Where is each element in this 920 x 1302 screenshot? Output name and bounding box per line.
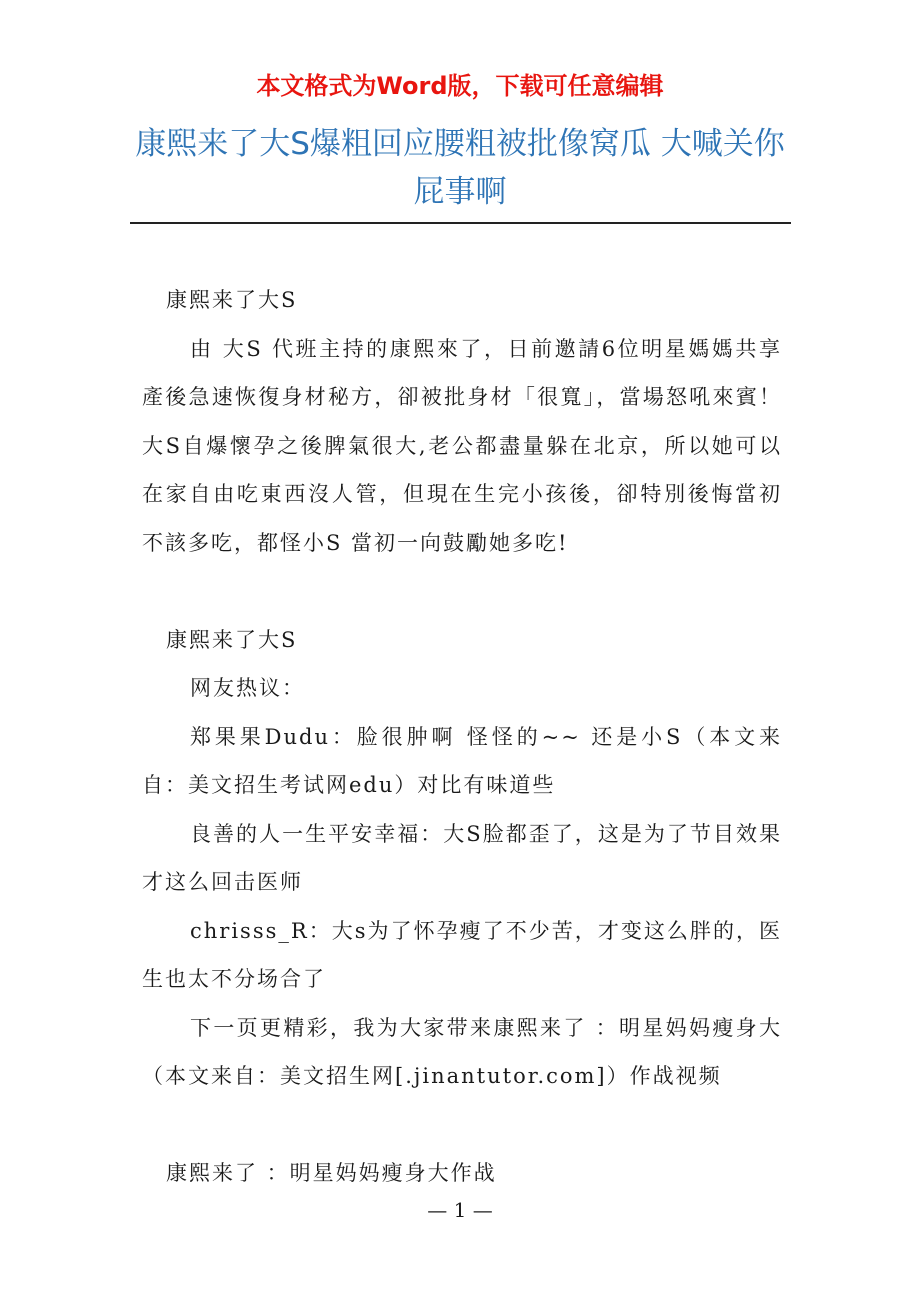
comment-paragraph: 良善的人一生平安幸福：大S脸都歪了，这是为了节目效果才这么回击医师: [142, 821, 782, 894]
document-body: [142, 276, 782, 1198]
word-format-banner: 本文格式为Word版，下载可任意编辑: [256, 72, 664, 100]
next-page-paragraph: 下一页更精彩，我为大家带来康熙来了 ：明星妈妈瘦身大（本文来自：美文招生网[.jinantutor.com]）作战视频: [142, 1015, 782, 1088]
comment-paragraph: 郑果果Dudu：脸很肿啊 怪怪的~~ 还是小S（本文来自：美文招生考试网edu）对比有味道些: [142, 724, 782, 797]
page-number: — 1 —: [427, 1198, 493, 1222]
document-title: 康熙来了大S爆粗回应腰粗被批像窝瓜 大喊关你屁事啊: [135, 126, 785, 210]
section-heading: 康熙来了 ：明星妈妈瘦身大作战: [166, 1161, 497, 1185]
section-heading: 康熙来了大S: [166, 288, 298, 312]
body-paragraph: 网友热议：: [190, 676, 305, 700]
section-heading: 康熙来了大S: [166, 627, 298, 652]
title-divider: [130, 222, 791, 224]
comment-paragraph: chrisss_R：大s为了怀孕瘦了不少苦，才变这么胖的，医生也太不分场合了: [142, 918, 782, 991]
blank-line: [142, 1101, 782, 1150]
body-paragraph: 由 大S 代班主持的康熙來了，日前邀請6位明星媽媽共享產後急速恢復身材秘方，卻被批身材「很寬」，當場怒吼來賓！大S自爆懷孕之後脾氣很大,老公都盡量躲在北京，所以她可以在家自由吃東西沒人管，但現在生完小孩後，卻特別後悔當初不該多吃，都怪小S 當初一向鼓勵她多吃!: [142, 336, 782, 555]
blank-line: [142, 567, 782, 616]
